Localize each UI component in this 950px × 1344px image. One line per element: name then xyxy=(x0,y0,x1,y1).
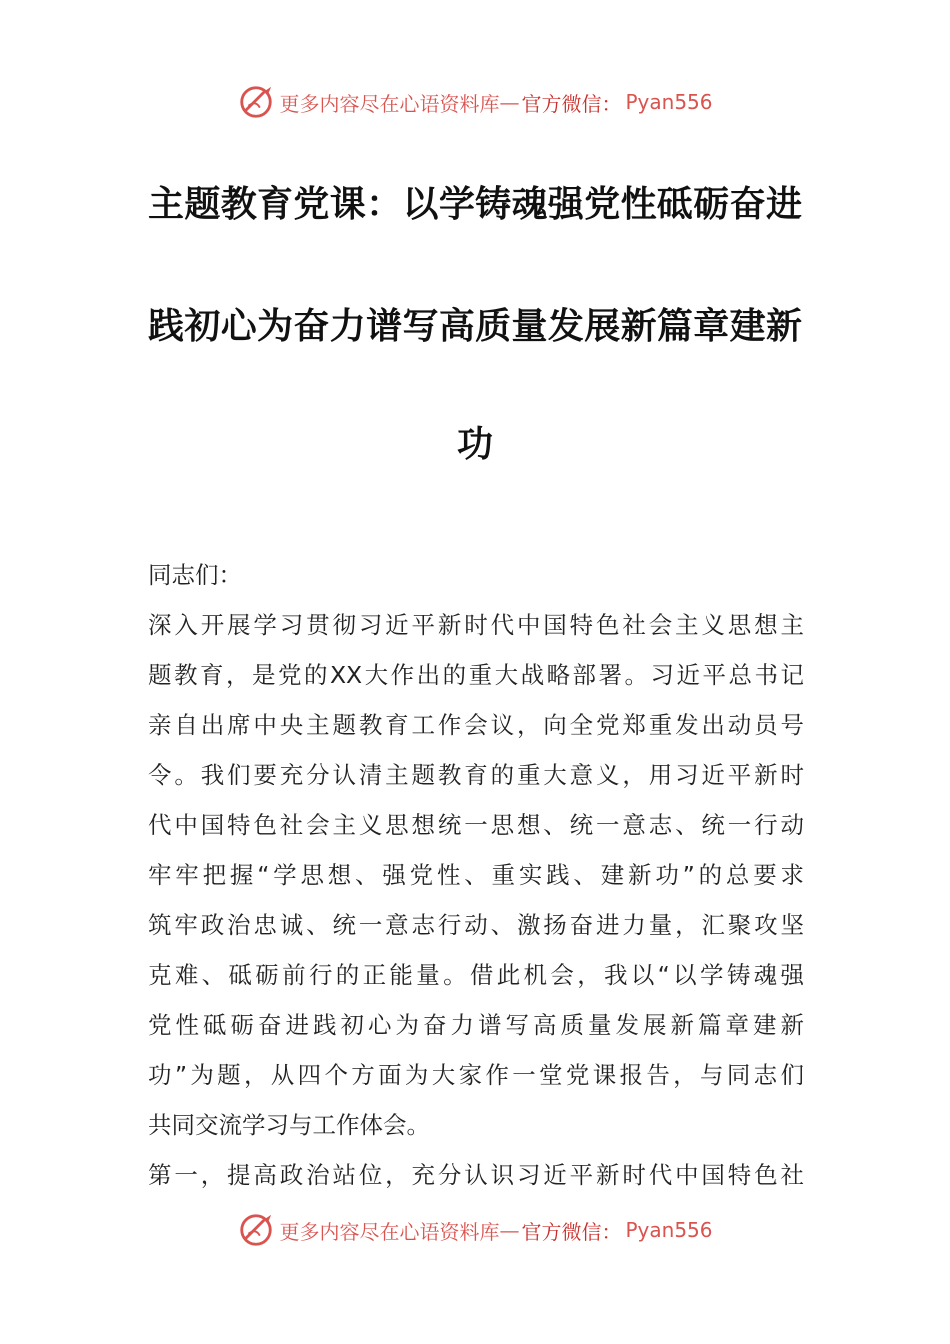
banner-text: 更多内容尽在心语资料库 xyxy=(279,1219,500,1244)
document-body xyxy=(148,550,804,1200)
body-line: 筑牢政治忠诚、统一意志行动、激扬奋进力量，汇聚攻坚 xyxy=(148,911,804,939)
body-line: 克难、砥砺前行的正能量。借此机会，我以“以学铸魂强 xyxy=(148,961,804,989)
footer-watermark-banner xyxy=(0,1210,950,1250)
body-line: 共同交流学习与工作体会。 xyxy=(148,1111,430,1139)
header-watermark-banner xyxy=(0,82,950,122)
body-line: 代中国特色社会主义思想统一思想、统一意志、统一行动 xyxy=(148,811,804,839)
banner-wechat-label: 官方微信： xyxy=(521,1219,622,1244)
banner-account: Pyan556 xyxy=(625,90,713,114)
body-line: 亲自出席中央主题教育工作会议，向全党郑重发出动员号 xyxy=(148,711,804,739)
pen-circle-icon xyxy=(237,83,275,121)
document-title-line-1: 主题教育党课：以学铸魂强党性砥砺奋进 xyxy=(148,184,802,225)
document-title-line-2: 践初心为奋力谱写高质量发展新篇章建新 xyxy=(148,306,802,347)
banner-separator: — xyxy=(499,90,520,114)
pen-circle-icon xyxy=(237,1211,275,1249)
body-line: 党性砥砺奋进践初心为奋力谱写高质量发展新篇章建新 xyxy=(148,1011,804,1039)
body-line: 深入开展学习贯彻习近平新时代中国特色社会主义思想主 xyxy=(148,611,804,639)
banner-text: 更多内容尽在心语资料库 xyxy=(279,91,500,116)
banner-account: Pyan556 xyxy=(625,1218,713,1242)
banner-separator: — xyxy=(499,1218,520,1242)
banner-wechat-label: 官方微信： xyxy=(521,91,622,116)
body-line: 牢牢把握“学思想、强党性、重实践、建新功”的总要求 xyxy=(148,861,804,889)
document-title-line-3: 功 xyxy=(456,424,493,465)
body-line: 题教育，是党的XX大作出的重大战略部署。习近平总书记 xyxy=(148,661,804,689)
section-heading-line: 第一，提高政治站位，充分认识习近平新时代中国特色社 xyxy=(148,1161,804,1189)
body-line: 功”为题，从四个方面为大家作一堂党课报告，与同志们 xyxy=(148,1061,804,1089)
salutation: 同志们： xyxy=(148,561,242,589)
body-line: 令。我们要充分认清主题教育的重大意义，用习近平新时 xyxy=(148,761,804,789)
